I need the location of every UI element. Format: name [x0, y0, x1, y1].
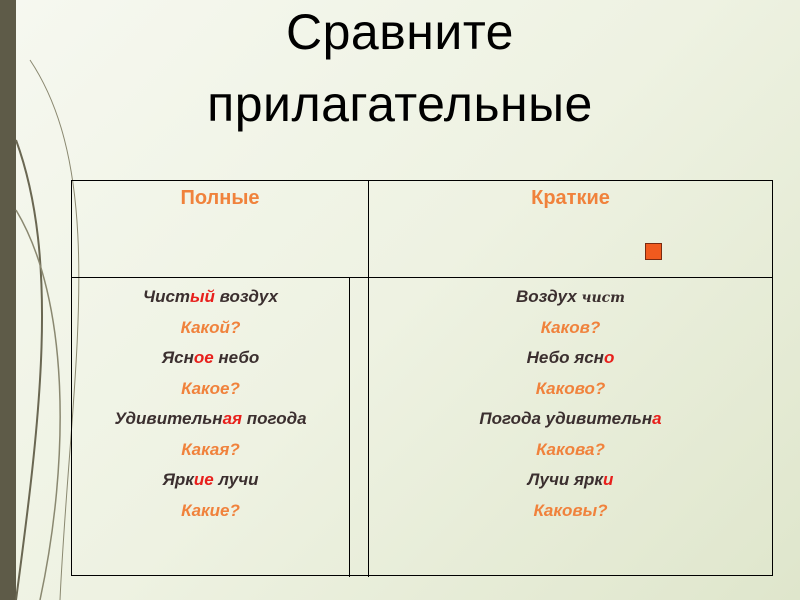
page-title-line-1: Сравните	[286, 4, 514, 60]
page-title-line-2: прилагательные	[207, 76, 593, 132]
short-phrase-2: Небо ясно	[526, 348, 615, 367]
short-forms-column	[369, 282, 772, 526]
header-full: Полные	[180, 187, 260, 209]
inner-column-divider	[349, 277, 350, 577]
short-question-1: Каков?	[540, 317, 601, 337]
full-phrase-4: Яркие лучи	[162, 470, 259, 489]
orange-square-marker	[645, 243, 662, 260]
full-phrase-1: Чистый воздух	[143, 287, 278, 306]
comparison-table	[71, 180, 773, 576]
short-phrase-1: Воздух чист	[516, 287, 625, 306]
short-question-4: Каковы?	[533, 500, 608, 520]
short-question-3: Какова?	[536, 439, 605, 459]
full-forms-column	[72, 282, 349, 526]
full-phrase-2: Ясное небо	[161, 348, 260, 367]
full-phrase-3: Удивительная погода	[114, 409, 307, 428]
full-question-1: Какой?	[180, 317, 241, 337]
short-question-2: Каково?	[535, 378, 606, 398]
short-phrase-3: Погода удивительна	[479, 409, 662, 428]
header-divider	[72, 277, 772, 278]
full-question-3: Какая?	[181, 439, 240, 459]
header-short: Краткие	[531, 187, 610, 209]
full-question-4: Какие?	[181, 500, 240, 520]
short-phrase-4: Лучи ярки	[527, 470, 614, 489]
full-question-2: Какое?	[181, 378, 240, 398]
